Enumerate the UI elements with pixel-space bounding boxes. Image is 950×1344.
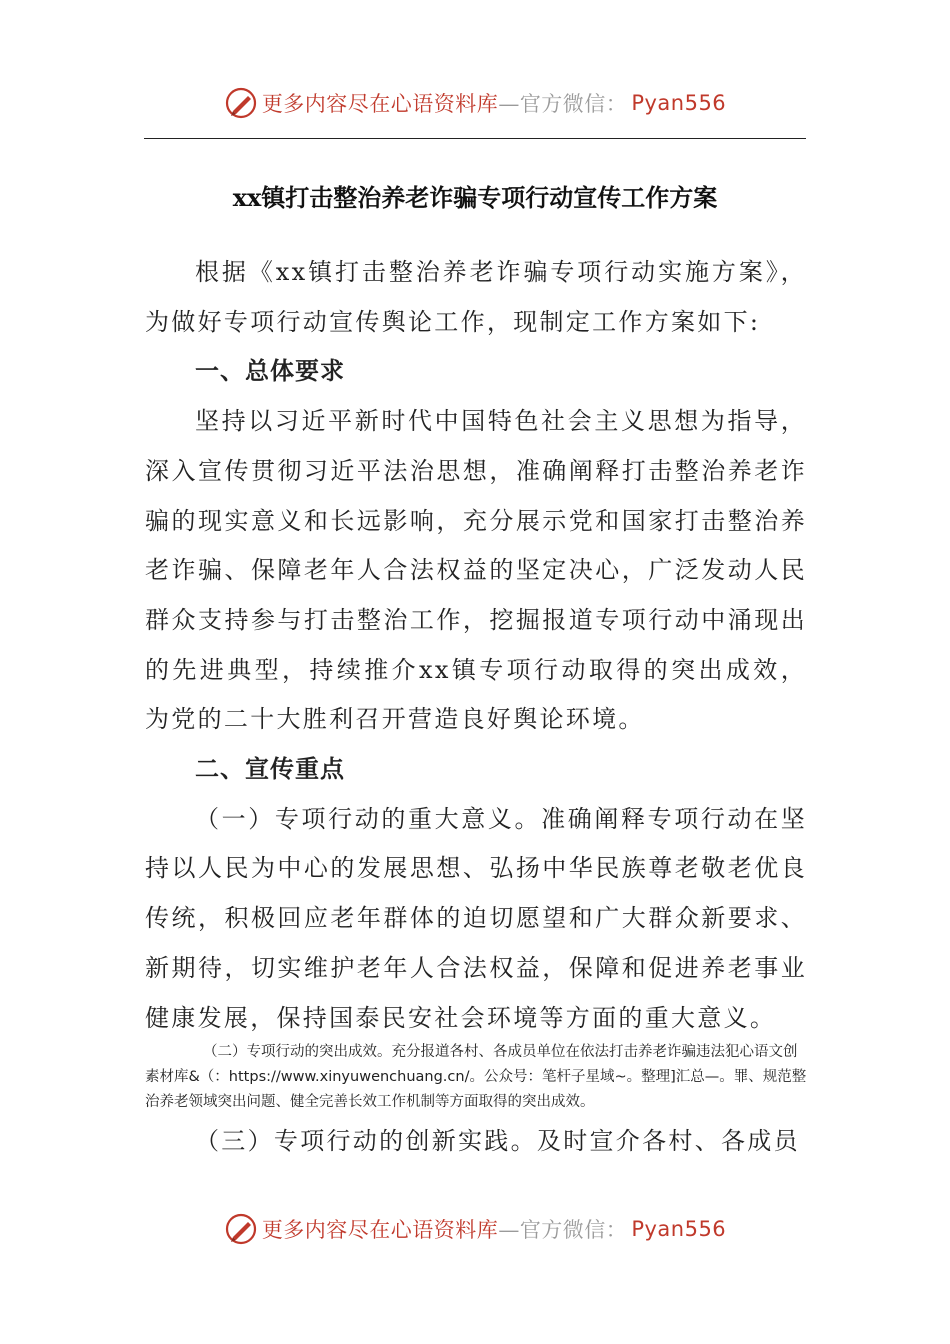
document-title: xx镇打击整治养老诈骗专项行动宣传工作方案 (232, 183, 718, 212)
point2-paragraph: （二）专项行动的突出成效。充分报道各村、各成员单位在依法打击养老诈骗违法犯心语文创素材库&（：https://www.xinyuwenchuang.cn/。公众号：笔杆子星域~。整理]汇总—。罪、规范整治养老领域突出问题、健全完善长效工作机制等方面取得的突出成效。 (145, 1044, 807, 1110)
section2-heading: 二、宣传重点 (195, 755, 345, 784)
point3-paragraph: （三）专项行动的创新实践。及时宣介各村、各成员 (195, 1127, 800, 1155)
section1-heading: 一、总体要求 (195, 357, 345, 386)
watermark-id-text: Pyan556 (631, 1217, 727, 1241)
watermark-gray-text: —官方微信： (498, 92, 628, 116)
document-body (145, 248, 807, 1043)
watermark-red-text: 更多内容尽在心语资料库 (261, 1218, 499, 1242)
header-rule (144, 138, 806, 139)
pen-logo-icon (224, 1212, 258, 1246)
watermark-red-text: 更多内容尽在心语资料库 (261, 92, 499, 116)
pen-logo-icon (224, 86, 258, 120)
point1-paragraph: （一）专项行动的重大意义。准确阐释专项行动在坚持以人民为中心的发展思想、弘扬中华民族尊老敬老优良传统，积极回应老年群体的迫切愿望和广大群众新要求、新期待，切实维护老年人合法权益，保障和促进养老事业健康发展，保持国泰民安社会环境等方面的重大意义。 (145, 804, 807, 1032)
intro-paragraph: 根据《xx镇打击整治养老诈骗专项行动实施方案》，为做好专项行动宣传舆论工作，现制定工作方案如下: (145, 258, 807, 336)
footer-watermark (0, 1212, 950, 1246)
watermark-gray-text: —官方微信： (498, 1218, 628, 1242)
header-watermark (0, 86, 950, 120)
section1-paragraph: 坚持以习近平新时代中国特色社会主义思想为指导，深入宣传贯彻习近平法治思想，准确阐释打击整治养老诈骗的现实意义和长远影响，充分展示党和国家打击整治养老诈骗、保障老年人合法权益的坚定决心，广泛发动人民群众支持参与打击整治工作，挖掘报道专项行动中涌现出的先进典型，持续推介xx镇专项行动取得的突出成效，为党的二十大胜利召开营造良好舆论环境。 (145, 407, 807, 734)
watermark-id-text: Pyan556 (631, 91, 727, 115)
